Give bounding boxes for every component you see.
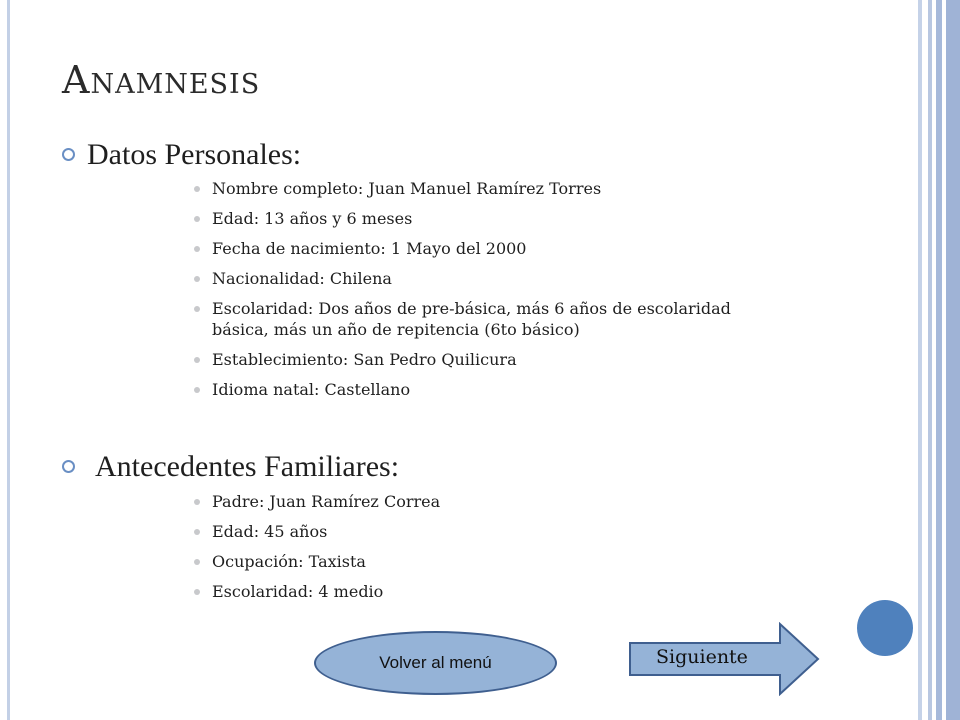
- list-item: [190, 349, 830, 370]
- bullet-dot-icon: [194, 306, 200, 312]
- section-heading-personal: [62, 138, 301, 172]
- list-item-text: Escolaridad: Dos años de pre-básica, más 6 años de escolaridad básica, más un año de repitencia (6to básico): [212, 299, 731, 339]
- list-item-text: Nacionalidad: Chilena: [212, 269, 392, 288]
- list-item-text: Ocupación: Taxista: [212, 552, 366, 571]
- list-item-text: Establecimiento: San Pedro Quilicura: [212, 350, 517, 369]
- right-frame-stripes: [918, 0, 960, 720]
- section-heading-text: Antecedentes Familiares:: [95, 450, 400, 483]
- bullet-dot-icon: [194, 276, 200, 282]
- bullet-dot-icon: [194, 499, 200, 505]
- personal-data-list: [190, 178, 830, 409]
- ring-bullet-icon: [62, 148, 75, 161]
- list-item: [190, 268, 830, 289]
- list-item-text: Nombre completo: Juan Manuel Ramírez Torres: [212, 179, 602, 198]
- section-heading-text: Datos Personales:: [87, 138, 302, 171]
- bullet-dot-icon: [194, 357, 200, 363]
- list-item: [190, 581, 830, 602]
- bullet-dot-icon: [194, 559, 200, 565]
- list-item: [190, 551, 830, 572]
- bullet-dot-icon: [194, 529, 200, 535]
- list-item-text: Fecha de nacimiento: 1 Mayo del 2000: [212, 239, 527, 258]
- list-item-text: Edad: 45 años: [212, 522, 328, 541]
- list-item: [190, 298, 772, 340]
- bullet-dot-icon: [194, 216, 200, 222]
- list-item-text: Edad: 13 años y 6 meses: [212, 209, 413, 228]
- list-item: [190, 379, 830, 400]
- list-item-text: Idioma natal: Castellano: [212, 380, 411, 399]
- left-frame-line: [7, 0, 10, 720]
- list-item-text: Escolaridad: 4 medio: [212, 582, 384, 601]
- ring-bullet-icon: [62, 460, 75, 473]
- list-item: [190, 238, 830, 259]
- list-item: [190, 491, 830, 512]
- bullet-dot-icon: [194, 589, 200, 595]
- decorative-circle: [857, 600, 913, 656]
- section-heading-family: [62, 450, 399, 484]
- list-item: [190, 178, 830, 199]
- list-item: [190, 521, 830, 542]
- family-data-list: [190, 491, 830, 611]
- next-button[interactable]: [628, 622, 820, 696]
- back-to-menu-button[interactable]: Volver al menú: [314, 631, 557, 695]
- bullet-dot-icon: [194, 186, 200, 192]
- bullet-dot-icon: [194, 246, 200, 252]
- next-button-label: Siguiente: [656, 646, 748, 668]
- list-item: [190, 208, 830, 229]
- slide-title: Anamnesis: [62, 58, 261, 102]
- list-item-text: Padre: Juan Ramírez Correa: [212, 492, 441, 511]
- bullet-dot-icon: [194, 387, 200, 393]
